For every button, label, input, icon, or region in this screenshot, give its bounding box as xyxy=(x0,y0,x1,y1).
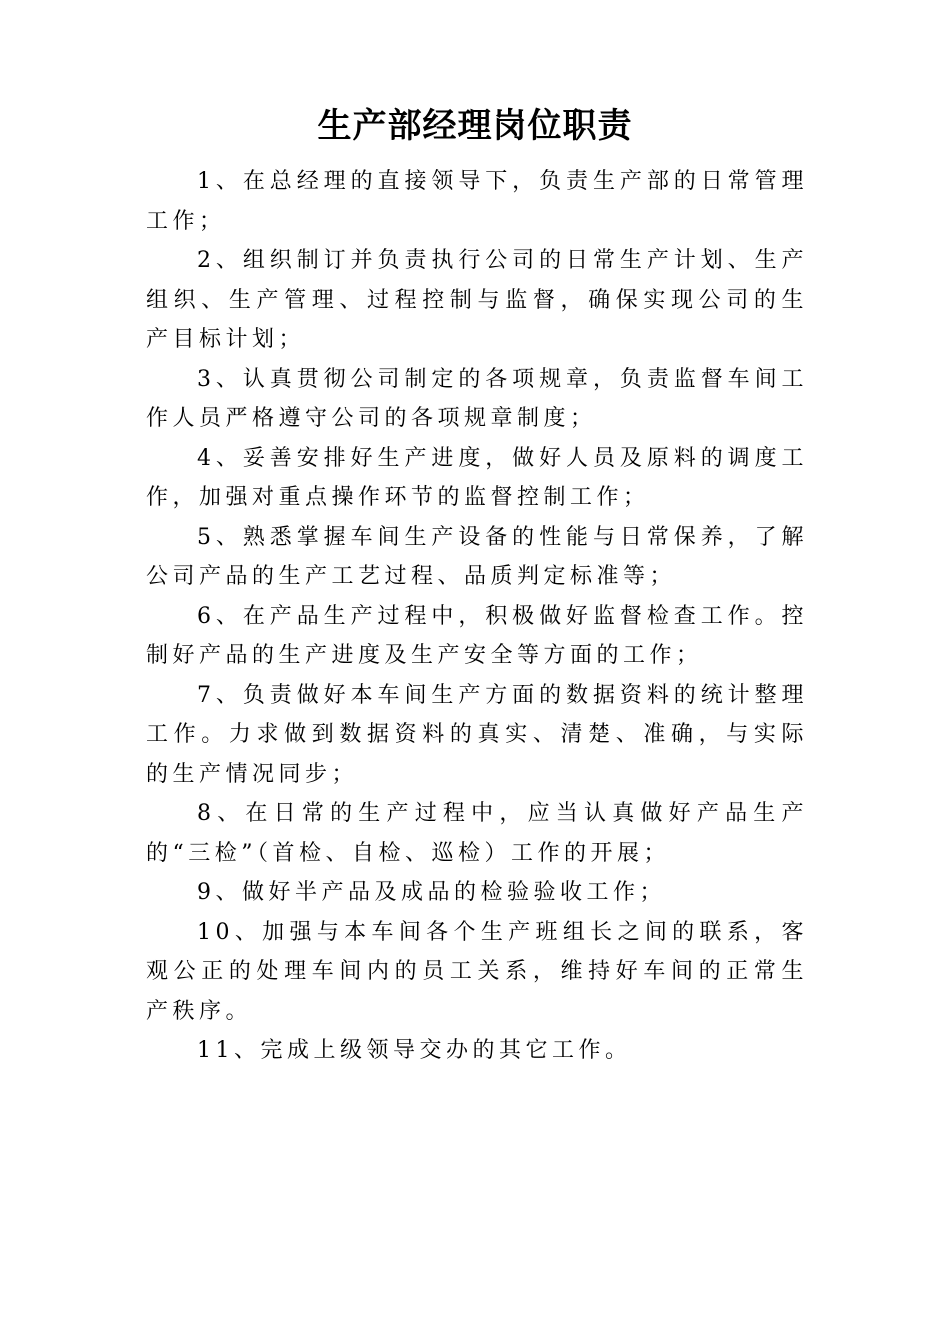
duty-item-4: 4、妥善安排好生产进度，做好人员及原料的调度工作，加强对重点操作环节的监督控制工作； xyxy=(146,445,808,510)
duty-item-1: 1、在总经理的直接领导下，负责生产部的日常管理工作； xyxy=(146,169,808,234)
duty-item-11: 11、完成上级领导交办的其它工作。 xyxy=(197,1038,632,1063)
duty-item-7: 7、负责做好本车间生产方面的数据资料的统计整理工作。力求做到数据资料的真实、清楚、准确，与实际的生产情况同步； xyxy=(146,682,808,787)
duty-list xyxy=(146,162,808,1071)
duty-item-3: 3、认真贯彻公司制定的各项规章，负责监督车间工作人员严格遵守公司的各项规章制度； xyxy=(146,366,808,431)
duty-item-5: 5、熟悉掌握车间生产设备的性能与日常保养，了解公司产品的生产工艺过程、品质判定标准等； xyxy=(146,524,808,589)
duty-item-2: 2、组织制订并负责执行公司的日常生产计划、生产组织、生产管理、过程控制与监督，确保实现公司的生产目标计划； xyxy=(146,248,808,352)
document-title: 生产部经理岗位职责 xyxy=(317,106,633,146)
duty-item-8: 8、在日常的生产过程中，应当认真做好产品生产的“三检”（首检、自检、巡检）工作的开展； xyxy=(146,801,808,866)
duty-item-10: 10、加强与本车间各个生产班组长之间的联系，客观公正的处理车间内的员工关系，维持好车间的正常生产秩序。 xyxy=(146,919,808,1024)
duty-item-9: 9、做好半产品及成品的检验验收工作； xyxy=(197,880,666,905)
duty-item-6: 6、在产品生产过程中，积极做好监督检查工作。控制好产品的生产进度及生产安全等方面的工作； xyxy=(146,603,808,668)
